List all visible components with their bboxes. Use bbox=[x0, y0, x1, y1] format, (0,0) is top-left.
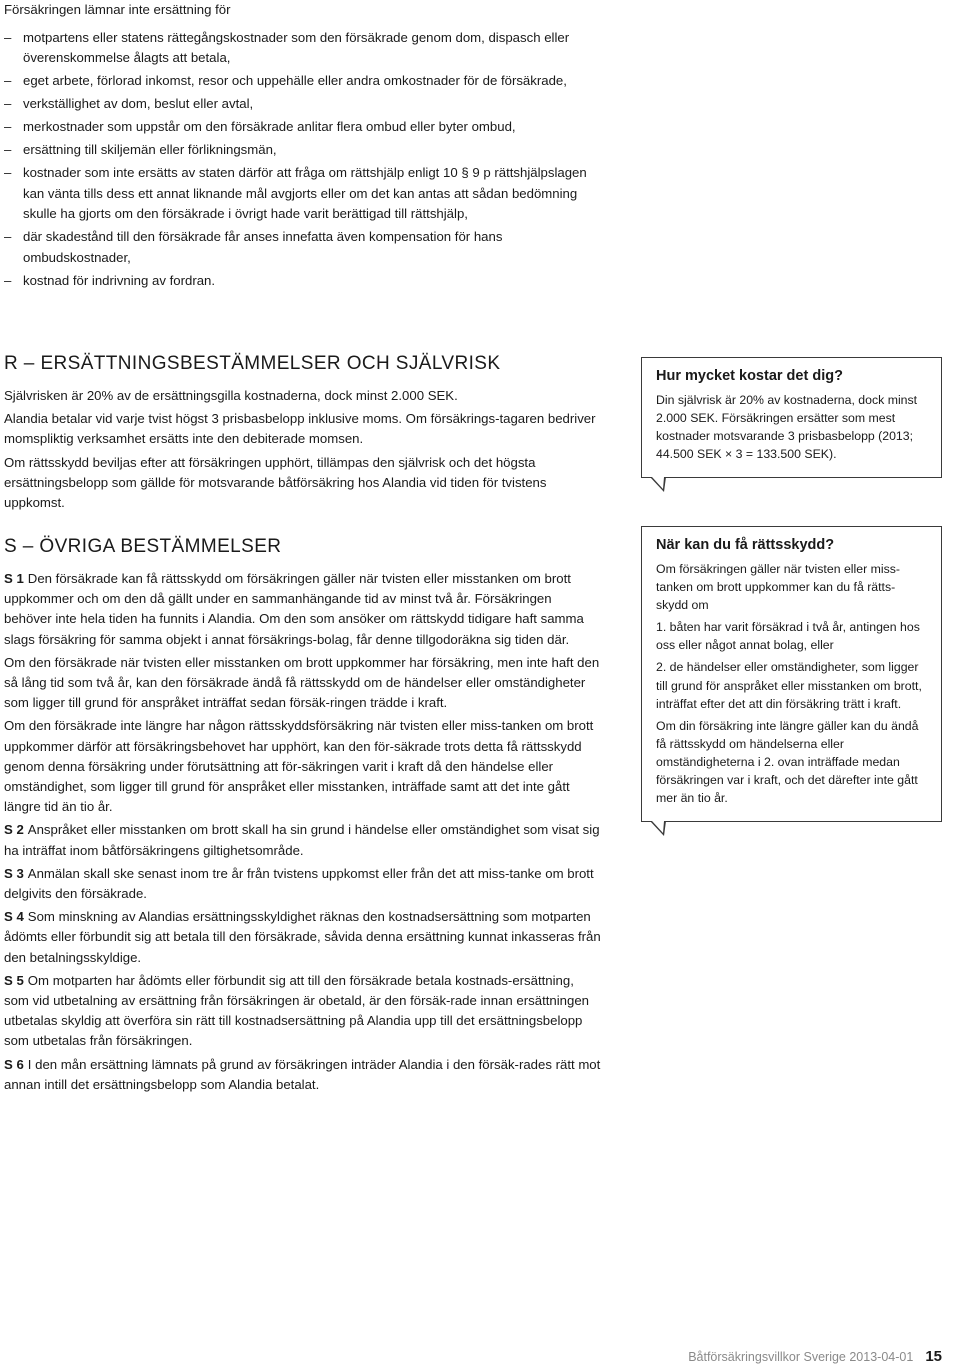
list-item bbox=[4, 271, 604, 292]
cost-info-box bbox=[641, 357, 942, 478]
list-item-text: eget arbete, förlorad inkomst, resor och uppehälle eller andra omkostnader för de försäkrade, bbox=[23, 73, 567, 88]
dash-bullet: – bbox=[4, 272, 12, 288]
dash-bullet: – bbox=[4, 229, 12, 244]
clause-label: S 4 bbox=[4, 909, 24, 925]
clause-text: Den försäkrade kan få rättsskydd om försäkringen gäller när tvisten eller misstanken om brott uppkommer och om den då gällt under en sammanhängande tid av minst två år. Försäkringen behöver inte hela tiden ha funnits i Alandia. Om den som ansöker om rättskydd tidigare haft samma slags försäkring för samma objekt i annat försäkrings-bolag, får denne tillgodoräkna sig tiden där. bbox=[4, 571, 584, 647]
clause-text: I den mån ersättning lämnats på grund av försäkringen inträder Alandia i den försäk-rades rätt mot annan intill det ersättningsbelopp som Alandia betalat. bbox=[4, 1056, 601, 1092]
cost-info-title: Hur mycket kostar det dig? bbox=[656, 368, 843, 384]
section-r-paragraph: Självrisken är 20% av de ersättningsgilla kostnaderna, dock minst 2.000 SEK. bbox=[4, 388, 458, 403]
section-s-heading: S – ÖVRIGA BESTÄMMELSER bbox=[4, 536, 282, 557]
section-r-heading: R – ERSÄTTNINGSBESTÄMMELSER OCH SJÄLVRISK bbox=[4, 353, 501, 374]
section-s-paragraph bbox=[4, 971, 602, 1052]
eligibility-info-text: 2. de händelser eller omständigheter, som ligger till grund för anspråket eller misstanken om brott, inträffat efter det att din försäkring trätt i kraft. bbox=[656, 660, 922, 711]
page-number: 15 bbox=[925, 1348, 942, 1365]
list-item bbox=[4, 227, 604, 268]
list-item-text: kostnad för indrivning av fordran. bbox=[23, 272, 216, 288]
clause-text: Om den försäkrade inte längre har någon rättsskyddsförsäkring när tvisten eller miss-tanken om brott uppkommer därför att försäkringsbehovet har upphört, kan den för-säkrade trots detta få rättsskydd genom denna försäkring under förutsättning att för-säkringen varit i kraft då den händelse eller omständighet, som ligger till grund för anspråket eller misstanken, inträffade samt att det inte gått längre tid än tio år. bbox=[4, 718, 594, 815]
section-r-paragraph: Alandia betalar vid varje tvist högst 3 prisbasbelopp inklusive moms. Om försäkrings-tagaren bedriver momspliktig verksamhet ersätts inte den debiterade momsen. bbox=[4, 411, 596, 447]
clause-text: Om den försäkrade när tvisten eller misstanken om brott uppkommer har försäkring, men inte haft den så lång tid som två år, kan den försäkrade ändå få rättsskydd om de händelser eller omständigheter som ligger till grund för anspråket inträffat sedan försäk-ringen trädde i kraft. bbox=[4, 654, 600, 711]
list-item-text: där skadestånd till den försäkrade får anses innefatta även kompensation för hans ombudskostnader, bbox=[23, 229, 503, 265]
eligibility-info-text: Om din försäkring inte längre gäller kan du ändå få rättsskydd om händelserna eller omständigheterna i 2. ovan inträffade medan försäkringen var i kraft, och det därefter inte gått mer än tio år. bbox=[656, 718, 919, 806]
list-item-text: ersättning till skiljemän eller förlikningsmän, bbox=[23, 142, 277, 157]
section-s-paragraph bbox=[4, 907, 602, 968]
section-s-paragraph bbox=[4, 820, 602, 860]
clause-text: Om motparten har ådömts eller förbundit sig att till den försäkrade betala kostnads-ersättning, som vid utbetalning av ersättning från försäkringen är obetald, är den försäk-rade innan ersättningen utbetalas skyldig att överföra sin rätt till kostnadsersättning på Alandia upp till det ersättningsbelopp som utbetalas från försäkringen. bbox=[4, 972, 589, 1049]
footer-title: Båtförsäkringsvillkor Sverige 2013-04-01 bbox=[688, 1350, 914, 1364]
list-item-text: motpartens eller statens rättegångskostnader som den försäkrade genom dom, dispasch eller överenskommelse ålagts att betala, bbox=[23, 29, 570, 65]
eligibility-info-text: 1. båten har varit försäkrad i två år, antingen hos oss eller något annat bolag, eller bbox=[656, 620, 920, 653]
exclusions-list bbox=[4, 28, 604, 292]
list-item bbox=[4, 94, 604, 115]
clause-text: Anmälan skall ske senast inom tre år från tvistens uppkomst eller från det att miss-tanke om brott delgivits den försäkrade. bbox=[4, 865, 594, 902]
clause-text: Anspråket eller misstanken om brott skall ha sin grund i händelse eller omständighet som visat sig ha inträffat inom båtförsäkringens giltighetsområde. bbox=[4, 822, 600, 858]
section-s-paragraph bbox=[4, 716, 602, 817]
dash-bullet: – bbox=[4, 165, 12, 180]
eligibility-info-title: När kan du få rättsskydd? bbox=[656, 537, 835, 553]
dash-bullet: – bbox=[4, 119, 12, 134]
exclusions-lead: Försäkringen lämnar inte ersättning för bbox=[4, 2, 231, 17]
clause-label: S 5 bbox=[4, 972, 24, 988]
list-item-text: kostnader som inte ersätts av staten därför att fråga om rättshjälp enligt 10 § 9 p rättshjälpslagen kan vänta tills dess ett annat liknande mål avgjorts eller om det kan antas att sådan bedömning skulle ha gjorts om den försäkrade i övrigt hade varit berättigad till rättshjälp, bbox=[23, 165, 587, 221]
clause-label: S 2 bbox=[4, 822, 24, 838]
page-footer bbox=[688, 1348, 942, 1365]
list-item bbox=[4, 163, 604, 225]
list-item bbox=[4, 140, 604, 161]
section-s-paragraph bbox=[4, 653, 602, 714]
cost-info-text: Din självrisk är 20% av kostnaderna, dock minst 2.000 SEK. Försäkringen ersätter som mest kostnader motsvarande 3 prisbasbelopp (2013; 44.500 SEK × 3 = 133.500 SEK). bbox=[656, 393, 918, 462]
dash-bullet: – bbox=[4, 96, 12, 111]
section-s-paragraph bbox=[4, 864, 602, 904]
dash-bullet: – bbox=[4, 29, 12, 45]
clause-label: S 6 bbox=[4, 1056, 24, 1072]
section-s-paragraph bbox=[4, 569, 602, 650]
eligibility-info-box bbox=[641, 526, 942, 822]
list-item bbox=[4, 71, 604, 92]
list-item bbox=[4, 117, 604, 138]
exclusions-section bbox=[4, 0, 604, 294]
dash-bullet: – bbox=[4, 73, 12, 88]
clause-text: Som minskning av Alandias ersättningsskyldighet räknas den kostnadsersättning som motparten ådömts eller förbundit sig att betala till den försäkrade, såvida denna ersättning kunnat inkasseras från den betalningsskyldige. bbox=[4, 909, 601, 965]
eligibility-info-text: Om försäkringen gäller när tvisten eller miss-tanken om brott uppkommer kan du få rätts-skydd om bbox=[656, 562, 900, 613]
clause-label: S 3 bbox=[4, 865, 24, 881]
clause-label: S 1 bbox=[4, 571, 24, 586]
section-s bbox=[4, 535, 602, 1098]
section-r-paragraph: Om rättsskydd beviljas efter att försäkringen upphört, tillämpas den självrisk och det högsta ersättningsbelopp som gällde för motsvarande båtförsäkring hos Alandia vid tiden för tvistens uppkomst. bbox=[4, 454, 547, 511]
dash-bullet: – bbox=[4, 142, 12, 157]
list-item-text: merkostnader som uppstår om den försäkrade anlitar flera ombud eller byter ombud, bbox=[23, 119, 516, 134]
list-item-text: verkställighet av dom, beslut eller avtal, bbox=[23, 96, 254, 111]
section-s-paragraph bbox=[4, 1055, 602, 1095]
list-item bbox=[4, 28, 604, 69]
section-r bbox=[4, 352, 602, 516]
